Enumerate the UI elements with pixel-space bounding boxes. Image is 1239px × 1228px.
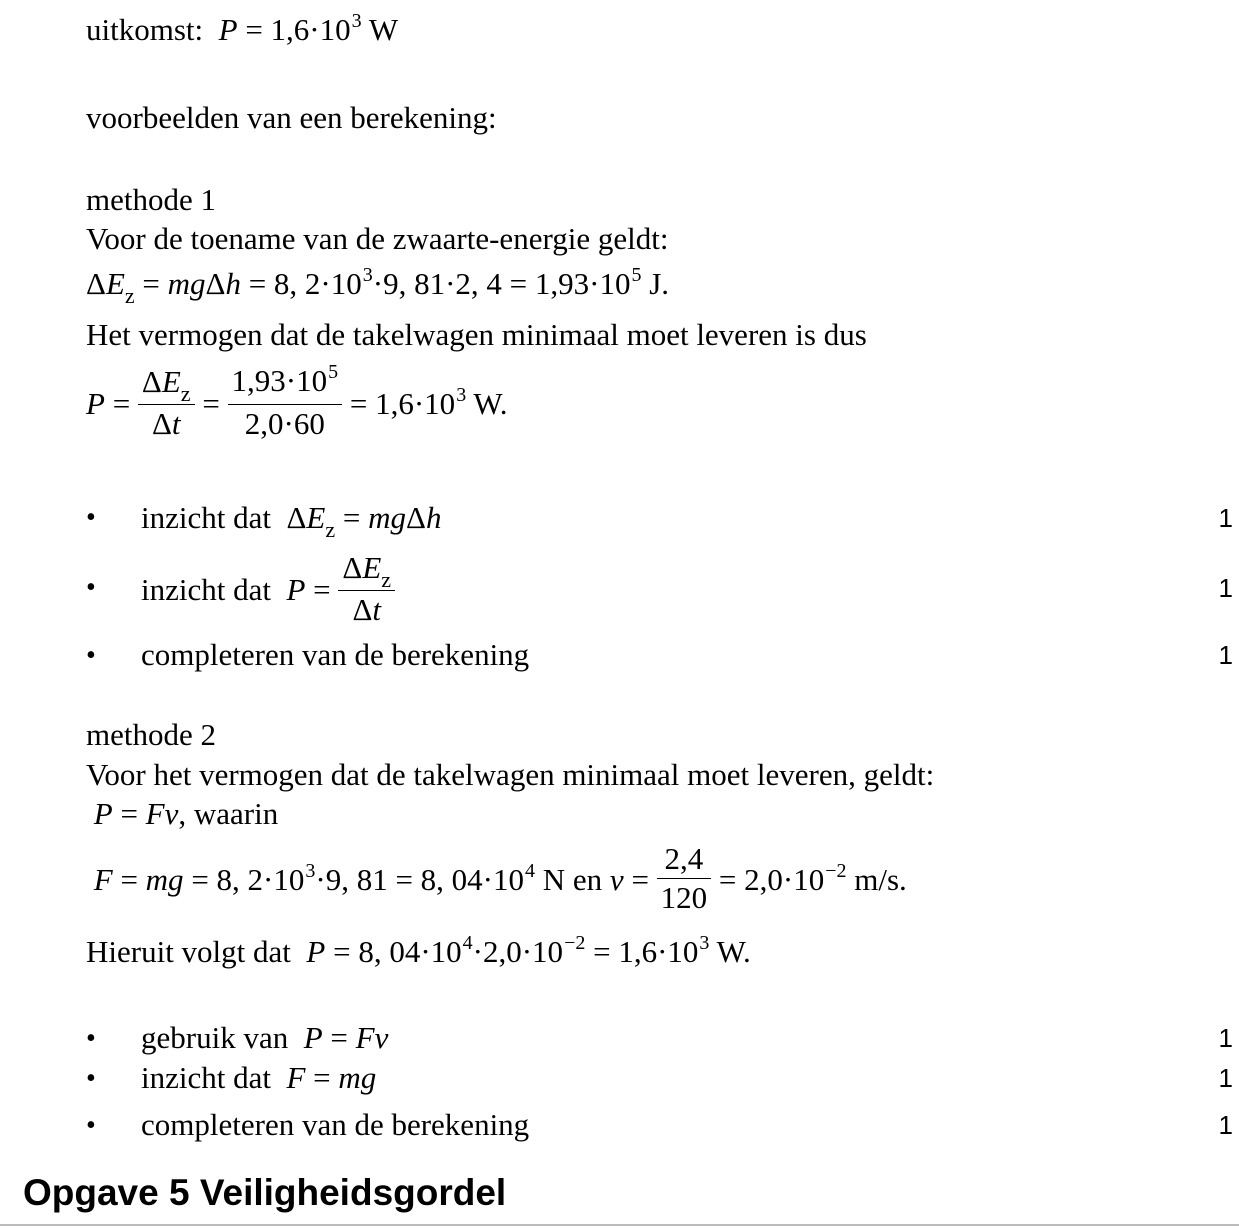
method2-intro: Voor het vermogen dat de takelwagen minimaal moet leveren, geldt:: [86, 757, 935, 792]
bullet: •: [86, 502, 96, 533]
energy-formula: $\Delta E_z = mg\Delta h = 8$, $2\cdot 10^3\cdot 9$, 81·2, $4 = 1,93\cdot 10^5$ J.: [86, 264, 670, 308]
power-formula: P = $\frac{\Delta E_z}{\Delta t}$ = $\frac{1,93\cdot 10^5}{2,0\cdot 60}$ = $1,6\cdot 10^3$ W.: [86, 361, 508, 442]
score: 1: [1218, 1023, 1233, 1053]
divider: [0, 1224, 1239, 1226]
result-formula: $P = 1,6\cdot 10^3$ W: [218, 10, 399, 47]
conclusion-prefix: Hieruit volgt dat: [86, 934, 291, 969]
bullet: •: [86, 1063, 96, 1094]
score: 1: [1218, 573, 1233, 603]
section-heading: Opgave 5 Veiligheidsgordel: [23, 1172, 507, 1213]
conclusion-line: [86, 934, 751, 974]
bullet: •: [86, 1110, 96, 1141]
method2-title: methode 2: [86, 717, 216, 752]
method1-title: methode 1: [86, 182, 216, 217]
criterion-label: inzicht dat: [141, 1060, 271, 1095]
bullet: •: [86, 572, 96, 603]
result-label: uitkomst:: [86, 12, 204, 47]
criterion-4: [141, 1020, 388, 1056]
result-line: [86, 12, 398, 52]
relation-suffix: waarin: [193, 796, 279, 831]
force-speed-line: [86, 840, 907, 924]
conclusion-formula: P = 8, $04\cdot 10^4\cdot 2,0\cdot 10^{-2} = 1,6\cdot 10^3$ W.: [306, 932, 751, 969]
criterion-2: [141, 550, 395, 631]
criterion-formula: P = $\frac{\Delta E_z}{\Delta t}$: [286, 572, 395, 607]
score: 1: [1218, 1063, 1233, 1093]
power-intro: Het vermogen dat de takelwagen minimaal moet leveren is dus: [86, 317, 867, 352]
force-formula: F = mg = 8, $2\cdot 10^3\cdot 9$, 81 = 8, $04\cdot 10^4$ N: [93, 860, 566, 897]
bullet: •: [86, 1023, 96, 1054]
criterion-label: inzicht dat: [141, 500, 271, 535]
examples-heading: voorbeelden van een berekening:: [86, 100, 497, 135]
speed-formula: v = $\frac{2,4}{120}$ = $2,0\cdot 10^{-2}$ m/s.: [609, 841, 907, 916]
criterion-5: [141, 1060, 376, 1096]
relation-formula: P = Fv,: [93, 796, 187, 831]
criterion-3: completeren van de berekening: [141, 637, 530, 672]
criterion-formula: F = mg: [286, 1060, 377, 1095]
criterion-label: gebruik van: [141, 1020, 289, 1055]
criterion-label: inzicht dat: [141, 572, 271, 607]
score: 1: [1218, 640, 1233, 670]
bullet: •: [86, 640, 96, 671]
criterion-formula: P = Fv: [303, 1020, 389, 1055]
criterion-1: [141, 500, 442, 542]
relation-line: [86, 796, 278, 832]
score: 1: [1218, 1110, 1233, 1140]
score: 1: [1218, 503, 1233, 533]
criterion-6: completeren van de berekening: [141, 1107, 530, 1142]
criterion-formula: $\Delta E_z = mg\Delta h$: [286, 500, 442, 542]
method1-intro: Voor de toename van de zwaarte-energie geldt:: [86, 221, 669, 256]
connector: en: [572, 862, 603, 897]
